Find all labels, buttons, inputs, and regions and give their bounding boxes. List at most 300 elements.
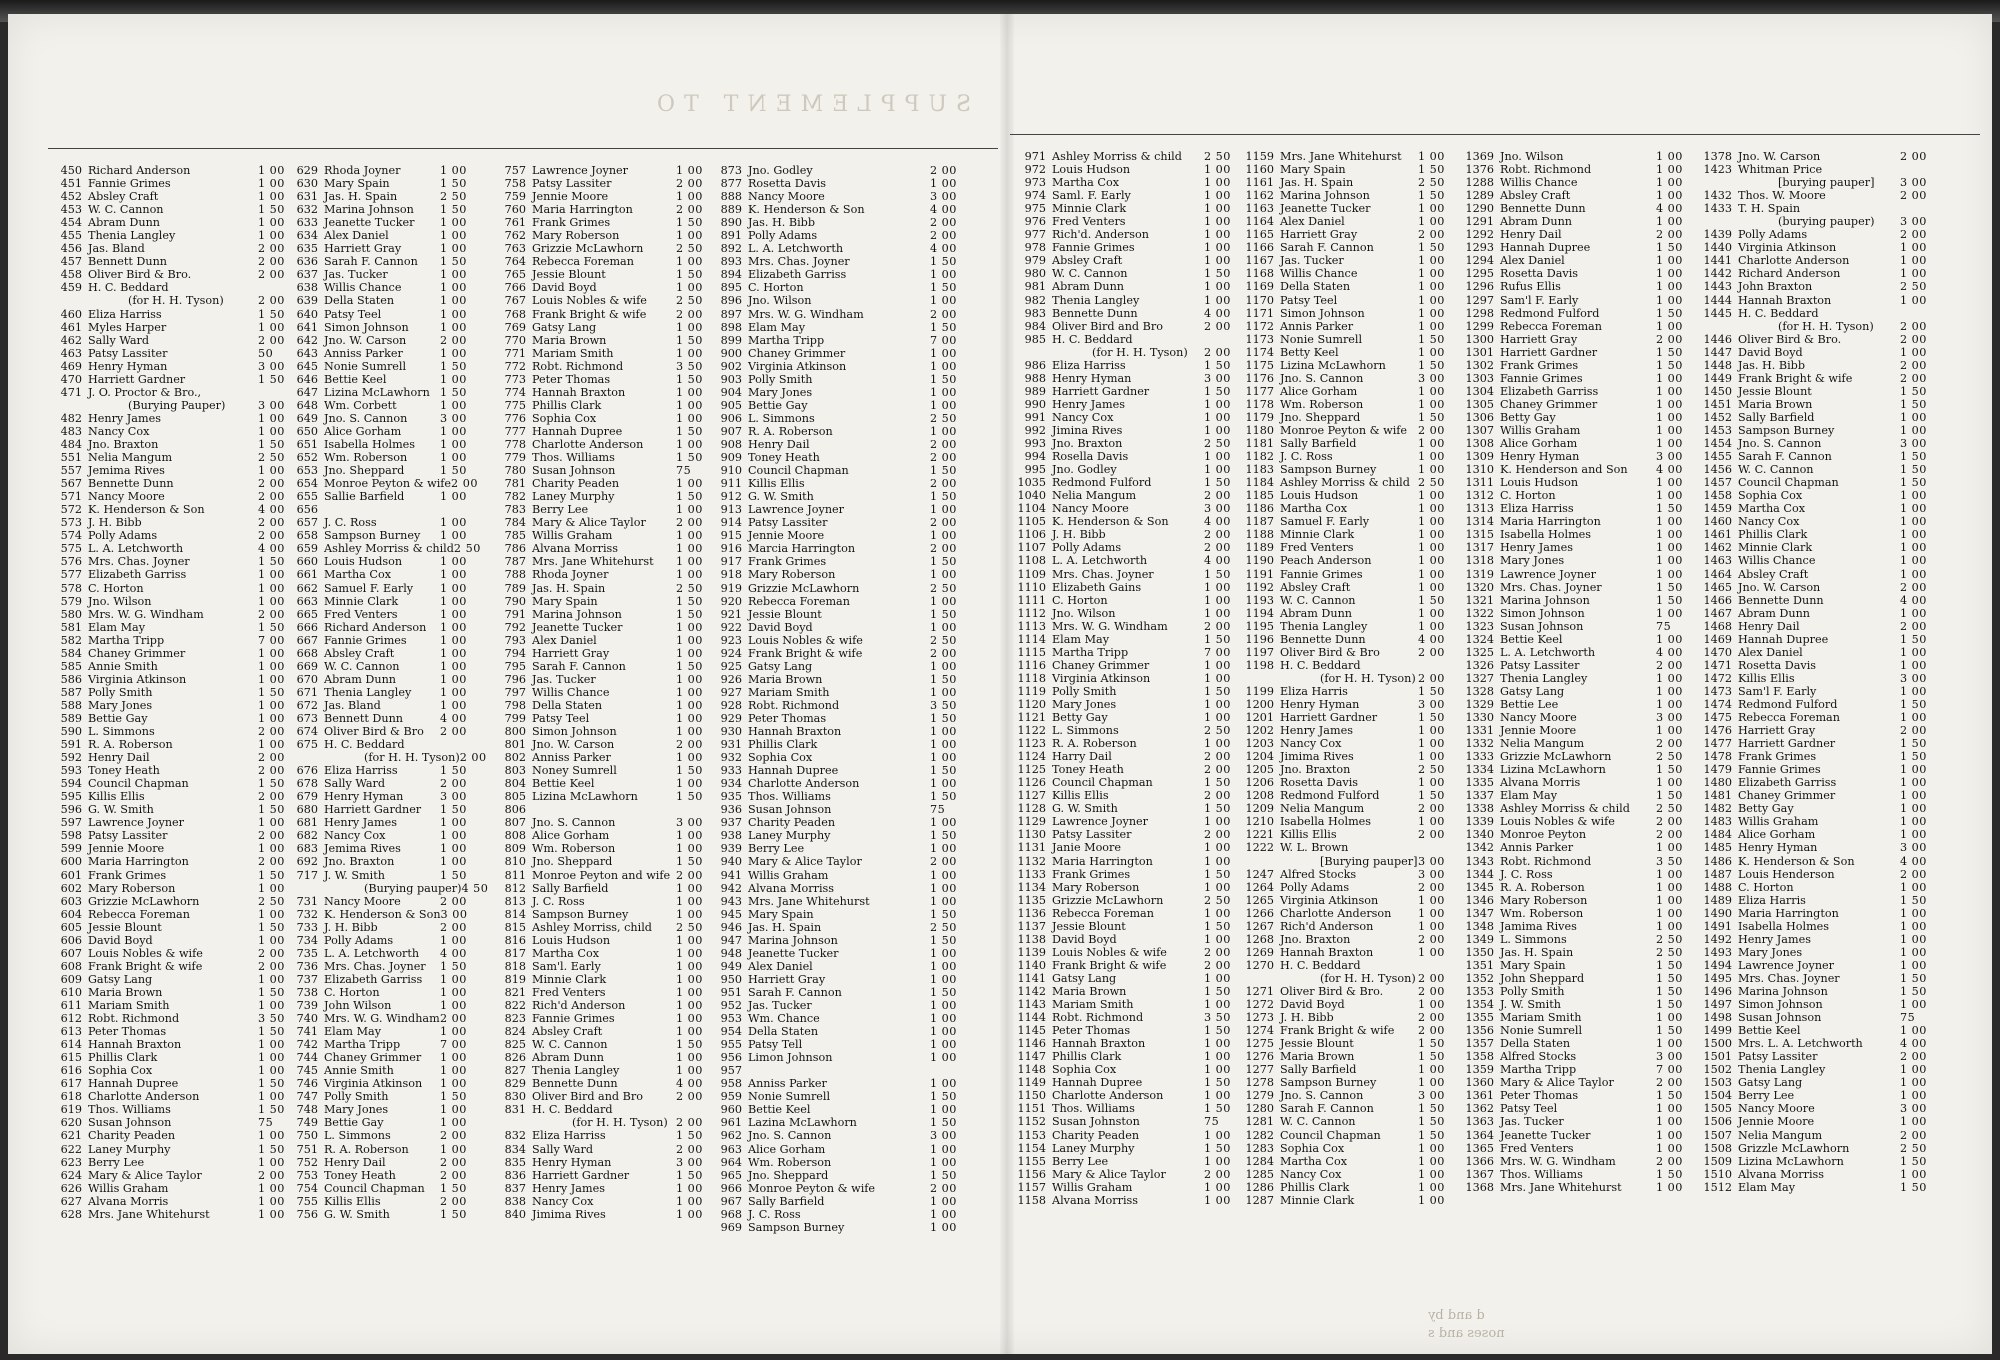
entry-name: Sophia Cox — [1052, 1063, 1117, 1077]
ledger-entry — [1698, 998, 1936, 1011]
ledger-entry — [492, 686, 712, 699]
ledger-entry — [1460, 620, 1692, 633]
entry-amount: 1 50 — [258, 1077, 285, 1091]
ledger-entry — [1460, 581, 1692, 594]
entry-name: Oliver Bird & Bro — [324, 725, 424, 739]
ledger-entry — [1698, 828, 1936, 841]
ledger-entry — [284, 451, 476, 464]
entry-name: (for H. H. Tyson) — [364, 751, 460, 765]
entry-amount: 2 50 — [676, 294, 703, 308]
entry-number: 1209 — [1245, 802, 1274, 816]
entry-amount: 1 00 — [440, 516, 467, 530]
entry-amount: 1 00 — [440, 281, 467, 295]
entry-number: 782 — [504, 490, 526, 504]
entry-name: Martha Cox — [1280, 1154, 1348, 1168]
ledger-entry — [284, 751, 487, 765]
entry-number: 1442 — [1703, 267, 1732, 281]
entry-name: Maria Harrington — [1052, 854, 1153, 868]
entry-name: Jeanette Tucker — [532, 620, 623, 634]
entry-name: Charlotte Anderson — [532, 437, 644, 451]
ledger-entry — [492, 255, 712, 268]
ledger-entry — [1240, 554, 1454, 567]
entry-name: Jno. Sheppard — [1280, 410, 1361, 424]
entry-name: Jessie Blount — [532, 268, 606, 282]
entry-amount: 4 00 — [440, 946, 467, 960]
entry-number: 1318 — [1465, 554, 1494, 568]
entry-number: 1320 — [1465, 580, 1494, 594]
entry-name: Alex Daniel — [1280, 215, 1345, 229]
ledger-entry — [284, 855, 476, 868]
entry-number: 654 — [296, 477, 318, 491]
ledger-entry — [1460, 528, 1692, 541]
ledger-entry — [48, 334, 294, 347]
entry-name: Fred Venters — [324, 607, 398, 621]
entry-name: Ashley Morriss, child — [532, 920, 652, 934]
entry-name: Patsy Lassiter — [88, 829, 168, 843]
ledger-entry — [1698, 698, 1936, 711]
entry-name: Hannah Braxton — [88, 1038, 182, 1052]
entry-amount: 75 — [1900, 1011, 1916, 1025]
ledger-entry — [1240, 581, 1454, 594]
entry-name: Mrs. W. G. Windham — [748, 307, 864, 321]
ledger-entry — [284, 281, 476, 294]
entry-name: Sam'l. Early — [532, 959, 601, 973]
entry-number: 1145 — [1017, 1024, 1046, 1038]
entry-name: Jas. H. Bibb — [1738, 358, 1805, 372]
entry-amount: 1 00 — [1204, 410, 1231, 424]
entry-name: Betty Gay — [1052, 711, 1108, 725]
ledger-entry — [708, 164, 966, 177]
entry-amount: 2 00 — [258, 790, 285, 804]
entry-name: Elam May — [748, 320, 806, 334]
entry-number: 1273 — [1245, 1011, 1274, 1025]
entry-name: Harriett Gray — [748, 972, 826, 986]
entry-name: Virginia Atkinson — [324, 1077, 423, 1091]
entry-number: 742 — [296, 1038, 318, 1052]
ledger-entry — [708, 608, 966, 621]
entry-number: 905 — [720, 398, 742, 412]
entry-amount: 1 00 — [676, 999, 703, 1012]
entry-amount: 2 00 — [258, 751, 285, 765]
entry-number: 919 — [720, 581, 742, 595]
ledger-entry — [1460, 1050, 1692, 1063]
entry-name: Absley Craft — [324, 646, 395, 660]
entry-amount: 1 50 — [930, 255, 957, 269]
ledger-entry — [48, 1116, 294, 1129]
entry-name: K. Henderson & Son — [324, 907, 441, 921]
entry-number: 1265 — [1245, 893, 1274, 907]
entry-number: 796 — [504, 672, 526, 686]
entry-amount: 3 50 — [930, 698, 957, 712]
entry-number: 1154 — [1017, 1141, 1046, 1155]
entry-name: Mary & Alice Taylor — [1500, 1076, 1614, 1090]
ledger-entry — [284, 1025, 476, 1038]
entry-amount: 1 00 — [1418, 1076, 1445, 1090]
rule-right — [1010, 134, 1980, 135]
entry-name: Elizabeth Garriss — [748, 268, 847, 282]
entry-number: 1487 — [1703, 867, 1732, 881]
entry-amount: 2 00 — [676, 307, 703, 321]
entry-number: 1293 — [1465, 241, 1494, 255]
entry-amount: 1 50 — [1418, 711, 1445, 725]
entry-name: Polly Adams — [1052, 541, 1122, 555]
ledger-entry — [492, 1103, 712, 1116]
entry-number: 889 — [720, 203, 742, 217]
entry-number — [48, 399, 88, 412]
ledger-entry — [48, 425, 294, 438]
entry-name: Sampson Burney — [748, 1220, 845, 1234]
entry-name: Jennie Moore — [1500, 724, 1577, 738]
entry-amount: 1 00 — [930, 881, 957, 895]
entry-name: Council Chapman — [1738, 476, 1839, 490]
entry-amount: 1 00 — [676, 1064, 703, 1078]
entry-number: 1319 — [1465, 567, 1494, 581]
entry-number: 1303 — [1465, 371, 1494, 385]
entry-name: Willis Chance — [532, 685, 610, 699]
ledger-entry — [48, 699, 294, 712]
entry-name: Jas. Tucker — [748, 999, 812, 1012]
entry-number: 1470 — [1703, 645, 1732, 659]
entry-amount: 1 50 — [440, 385, 467, 399]
ledger-entry — [1460, 698, 1692, 711]
entry-number: 921 — [720, 607, 742, 621]
ledger-entry — [708, 334, 966, 347]
ledger-entry — [708, 177, 966, 190]
entry-number: 1206 — [1245, 776, 1274, 790]
entry-number: 962 — [720, 1129, 742, 1143]
entry-name: Ashley Morriss & child — [1500, 802, 1630, 816]
entry-name: Alice Gorham — [1280, 384, 1358, 398]
entry-name: Berry Lee — [748, 842, 805, 856]
entry-number: 1163 — [1245, 202, 1274, 216]
entry-number: 804 — [504, 777, 526, 791]
entry-number: 593 — [60, 764, 82, 778]
entry-number: 1480 — [1703, 776, 1732, 790]
entry-amount: 1 50 — [676, 268, 703, 282]
entry-number: 621 — [60, 1129, 82, 1143]
entry-name: Sophia Cox — [88, 1064, 153, 1078]
entry-name: Lizina McLawhorn — [1500, 763, 1606, 777]
entry-amount: 2 00 — [258, 477, 285, 491]
entry-name: Chaney Grimmer — [1738, 789, 1836, 803]
entry-amount: 1 00 — [1656, 919, 1683, 933]
entry-name: Killis Ellis — [748, 477, 805, 491]
ledger-entry — [1012, 398, 1240, 411]
ledger-entry — [492, 777, 712, 790]
entry-name: Jas. H. Spain — [1500, 945, 1574, 959]
entry-name: Polly Adams — [1738, 228, 1808, 242]
entry-number: 946 — [720, 920, 742, 934]
ledger-entry — [1012, 1076, 1240, 1089]
entry-amount: 3 00 — [1418, 867, 1445, 881]
entry-amount: 1 00 — [258, 672, 285, 686]
entry-number — [48, 294, 88, 307]
entry-name: Isabella Holmes — [1500, 528, 1592, 542]
entry-name: Nelia Mangum — [1738, 1128, 1823, 1142]
entry-amount: 1 00 — [440, 568, 467, 582]
ledger-entry — [1698, 815, 1936, 828]
entry-name: Nelia Mangum — [1500, 737, 1585, 751]
entry-name: H. C. Beddard — [1280, 658, 1361, 672]
entry-name: Thenia Langley — [1052, 293, 1140, 307]
ledger-entry — [284, 190, 476, 203]
entry-name: L. A. Letchworth — [324, 946, 420, 960]
ledger-entry — [492, 386, 712, 399]
entry-name: K. Henderson & Son — [1052, 515, 1169, 529]
entry-amount: 1 50 — [1900, 1180, 1927, 1194]
ledger-entry — [284, 268, 476, 281]
entry-amount: 1 00 — [1204, 1050, 1231, 1064]
entry-name: Sophia Cox — [1280, 1141, 1345, 1155]
entry-number: 451 — [60, 177, 82, 191]
ledger-entry — [492, 281, 712, 294]
entry-name: C. Horton — [1738, 880, 1794, 894]
entry-amount: 1 00 — [930, 294, 957, 308]
entry-name: Chaney Grimmer — [324, 1051, 422, 1065]
entry-number: 1179 — [1245, 410, 1274, 424]
entry-number: 936 — [720, 803, 742, 817]
entry-name: Sally Ward — [324, 777, 386, 791]
entry-number: 661 — [296, 568, 318, 582]
ledger-entry — [492, 973, 712, 986]
ledger-entry — [1460, 163, 1692, 176]
entry-number: 1134 — [1017, 880, 1046, 894]
entry-number: 1504 — [1703, 1089, 1732, 1103]
ledger-entry — [48, 1156, 294, 1169]
entry-amount: 1 00 — [930, 1025, 957, 1039]
ledger-entry — [284, 1143, 476, 1156]
entry-number: 1171 — [1245, 306, 1274, 320]
entry-number: 1120 — [1017, 697, 1046, 711]
entry-number: 976 — [1024, 215, 1046, 229]
ledger-entry — [1698, 868, 1936, 881]
entry-name: Fred Venters — [532, 985, 606, 999]
ledger-entry — [1240, 933, 1454, 946]
entry-amount: 1 00 — [1900, 645, 1927, 659]
entry-name: Samuel F. Early — [1280, 515, 1370, 529]
entry-number: 959 — [720, 1090, 742, 1104]
entry-name: Sally Barfield — [748, 1194, 825, 1208]
ledger-entry — [1698, 424, 1936, 437]
ledger-entry — [1460, 855, 1692, 868]
entry-number: 1325 — [1465, 645, 1494, 659]
ledger-entry — [1240, 215, 1454, 228]
entry-number: 669 — [296, 659, 318, 673]
entry-amount: 1 00 — [1656, 215, 1683, 229]
entry-name: Jeanette Tucker — [324, 216, 415, 230]
ledger-entry — [1012, 789, 1240, 802]
entry-name: Whitman Price — [1738, 163, 1823, 177]
entry-name: Susan Johnson — [1738, 1011, 1822, 1025]
entry-name: Hannah Dupree — [88, 1077, 179, 1091]
entry-name: W. C. Cannon — [324, 659, 400, 673]
entry-number: 1181 — [1245, 437, 1274, 451]
entry-number: 1347 — [1465, 906, 1494, 920]
entry-name: Polly Smith — [1500, 985, 1565, 998]
entry-number: 1314 — [1465, 515, 1494, 529]
entry-amount: 2 00 — [258, 959, 285, 973]
entry-amount: 1 50 — [1418, 1102, 1445, 1116]
entry-number: 1508 — [1703, 1141, 1732, 1155]
entry-name: Gatsy Lang — [532, 320, 597, 334]
entry-amount: 3 00 — [258, 359, 285, 373]
entry-amount: 1 50 — [258, 920, 285, 934]
entry-number: 1497 — [1703, 998, 1732, 1012]
entry-name: Alex Daniel — [748, 959, 813, 973]
entry-amount: 1 00 — [1204, 880, 1231, 894]
entry-number: 1290 — [1465, 202, 1494, 216]
ledger-entry — [48, 321, 294, 334]
entry-number: 819 — [504, 972, 526, 986]
entry-amount: 2 00 — [1900, 371, 1927, 385]
ledger-entry — [1012, 385, 1240, 398]
entry-number: 1464 — [1703, 567, 1732, 581]
entry-name: Rich'd. Anderson — [1052, 228, 1149, 242]
entry-number: 1308 — [1465, 437, 1494, 451]
ledger-entry — [48, 281, 294, 294]
entry-amount: 1 50 — [1656, 971, 1683, 985]
entry-number: 897 — [720, 307, 742, 321]
entry-amount: 1 00 — [676, 437, 703, 451]
entry-amount: 2 00 — [258, 1168, 285, 1182]
entry-amount: 75 — [1656, 619, 1672, 633]
entry-number: 761 — [504, 216, 526, 230]
entry-name: Sarah F. Cannon — [748, 985, 842, 999]
entry-number: 660 — [296, 555, 318, 569]
entry-amount: 1 00 — [1418, 1167, 1445, 1181]
entry-name: Frank Bright & wife — [748, 646, 863, 660]
entry-name: Oliver Bird & Bro — [1280, 645, 1380, 659]
entry-amount: 1 00 — [440, 855, 467, 869]
entry-amount: 3 00 — [1204, 502, 1231, 516]
ledger-entry — [708, 203, 966, 216]
entry-number: 939 — [720, 842, 742, 856]
entry-name: Sam'l F. Early — [1738, 684, 1817, 698]
entry-number: 1355 — [1465, 1011, 1494, 1025]
ledger-entry — [1460, 828, 1692, 841]
ledger-entry — [48, 164, 294, 177]
entry-number: 1350 — [1465, 945, 1494, 959]
entry-number: 794 — [504, 646, 526, 660]
entry-amount: 1 50 — [440, 177, 467, 191]
entry-amount: 1 00 — [258, 842, 285, 856]
entry-number: 787 — [504, 555, 526, 569]
entry-name: Redmond Fulford — [1052, 476, 1152, 490]
ledger-entry — [1460, 1024, 1692, 1037]
ledger-entry — [1012, 985, 1240, 998]
entry-amount: 1 50 — [930, 320, 957, 334]
ledger-entry — [708, 986, 966, 999]
ledger-entry — [48, 999, 294, 1012]
entry-amount: 1 50 — [258, 1103, 285, 1117]
ledger-entry — [492, 803, 712, 816]
entry-amount: 2 00 — [258, 946, 285, 960]
entry-name: Henry Hyman — [1738, 841, 1818, 855]
entry-amount: 1 00 — [1656, 1011, 1683, 1025]
entry-amount: 1 00 — [1656, 476, 1683, 490]
entry-amount: 2 00 — [1656, 737, 1683, 751]
ledger-entry — [284, 973, 476, 986]
entry-amount: 1 00 — [1656, 671, 1683, 685]
entry-name: Nancy Cox — [1280, 737, 1342, 751]
ledger-entry — [492, 1038, 712, 1051]
entry-number: 613 — [60, 1025, 82, 1039]
entry-name: Thenia Langley — [1500, 671, 1588, 685]
entry-name: Bettie Keel — [1738, 1024, 1801, 1038]
entry-name: Bennette Dunn — [1280, 632, 1366, 646]
entry-amount: 1 50 — [1204, 1076, 1231, 1090]
ledger-entry — [1698, 398, 1936, 411]
entry-amount: 1 00 — [930, 1142, 957, 1156]
ledger-entry — [1698, 228, 1936, 241]
ledger-entry — [1460, 920, 1692, 933]
entry-name: Killis Ellis — [1280, 828, 1337, 842]
entry-amount: 1 50 — [258, 1025, 285, 1039]
ledger-entry — [492, 1064, 712, 1077]
entry-amount: 1 00 — [258, 711, 285, 725]
entry-name: L. Simmons — [748, 411, 815, 425]
ledger-entry — [1012, 894, 1240, 907]
entry-name: Charlotte Anderson — [748, 777, 860, 791]
entry-amount: 1 00 — [440, 242, 467, 256]
ledger-entry — [1698, 1024, 1936, 1037]
entry-number: 1288 — [1465, 176, 1494, 190]
entry-amount: 1 50 — [1900, 985, 1927, 998]
entry-amount: 1 50 — [1418, 789, 1445, 803]
ledger-entry — [1460, 372, 1692, 385]
ledger-entry — [708, 555, 966, 568]
ledger-entry — [708, 973, 966, 986]
entry-amount: 1 50 — [1900, 750, 1927, 764]
entry-name: Hannah Dupree — [532, 424, 623, 438]
entry-name: Monroe Peyton — [1500, 828, 1587, 842]
entry-amount: 1 00 — [1656, 1037, 1683, 1051]
entry-number: 1445 — [1703, 306, 1732, 320]
entry-amount: 1 50 — [930, 372, 957, 386]
entry-number: 975 — [1024, 202, 1046, 216]
entry-amount: 1 00 — [1204, 254, 1231, 268]
ledger-entry — [1460, 737, 1692, 750]
entry-number: 790 — [504, 594, 526, 608]
entry-name: Grizzie McLawhorn — [88, 894, 200, 908]
entry-number: 1482 — [1703, 802, 1732, 816]
entry-number: 1356 — [1465, 1024, 1494, 1038]
entry-number: 1279 — [1245, 1089, 1274, 1103]
entry-amount: 1 00 — [1656, 776, 1683, 790]
ledger-entry — [1460, 450, 1692, 463]
entry-number: 1333 — [1465, 750, 1494, 764]
entry-name: Fred Venters — [1052, 215, 1126, 229]
entry-name: Mary Jones — [1052, 697, 1117, 711]
ledger-entry — [492, 568, 712, 581]
entry-number: 1222 — [1245, 841, 1274, 855]
ledger-entry — [492, 1208, 712, 1221]
entry-number: 1450 — [1703, 384, 1732, 398]
entry-amount: 1 00 — [1900, 567, 1927, 581]
entry-number: 1366 — [1465, 1154, 1494, 1168]
ledger-entry — [1698, 646, 1936, 659]
entry-amount: 1 50 — [440, 803, 467, 817]
entry-amount: 2 50 — [1900, 280, 1927, 294]
ledger-entry — [48, 229, 294, 242]
entry-amount: 4 00 — [930, 203, 957, 217]
entry-number: 572 — [60, 503, 82, 517]
entry-name: Fannie Grimes — [532, 1012, 615, 1026]
entry-name: Isabella Holmes — [324, 437, 416, 451]
entry-name: Alice Gorham — [748, 1142, 826, 1156]
entry-number: 1194 — [1245, 606, 1274, 620]
entry-number: 799 — [504, 711, 526, 725]
